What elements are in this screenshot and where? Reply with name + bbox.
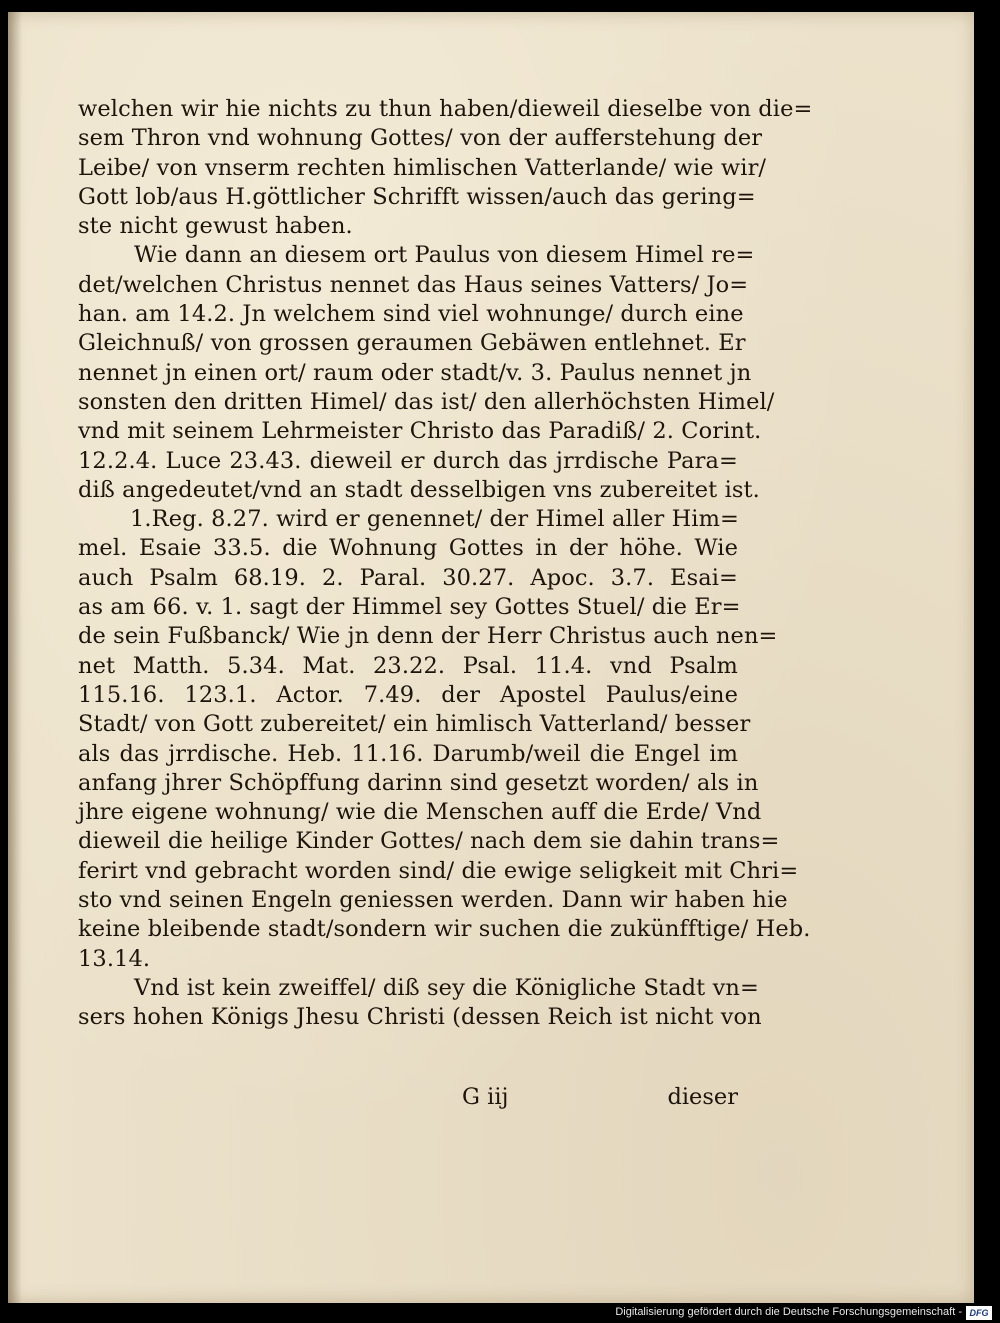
paragraph-start-line: Vnd ist kein zweiffel/ diß sey die Königliche Stadt vn= xyxy=(134,974,759,1001)
text-line: auch Psalm 68.19. 2. Paral. 30.27. Apoc. 3.7. Esai= xyxy=(78,564,738,591)
book-page xyxy=(8,12,974,1303)
text-line: jhre eigene wohnung/ wie die Menschen auff die Erde/ Vnd xyxy=(78,799,762,826)
text-line: han. am 14.2. Jn welchem sind viel wohnunge/ durch eine xyxy=(78,301,744,328)
catchword: dieser xyxy=(667,1084,738,1110)
text-line: ste nicht gewust haben. xyxy=(78,213,353,240)
text-line: sonsten den dritten Himel/ das ist/ den allerhöchsten Himel/ xyxy=(78,388,775,415)
text-line: welchen wir hie nichts zu thun haben/dieweil dieselbe von die= xyxy=(78,96,813,122)
page-footer-row xyxy=(78,1084,738,1114)
paragraph-start-line: 1.Reg. 8.27. wird er genennet/ der Himel aller Him= xyxy=(130,506,739,533)
text-line: anfang jhrer Schöpffung darinn sind gesetzt worden/ als in xyxy=(78,769,759,796)
body-text xyxy=(78,95,813,1033)
text-line: keine bleibende stadt/sondern wir suchen die zukünfftige/ Heb. xyxy=(78,916,811,943)
text-line: Gleichnuß/ von grossen geraumen Gebäwen entlehnet. Er xyxy=(78,330,746,357)
text-line: 115.16. 123.1. Actor. 7.49. der Apostel Paulus/eine xyxy=(78,681,738,708)
text-line: nennet jn einen ort/ raum oder stadt/v. 3. Paulus nennet jn xyxy=(78,359,752,386)
dfg-logo: DFG xyxy=(966,1306,992,1320)
text-line: net Matth. 5.34. Mat. 23.22. Psal. 11.4. vnd Psalm xyxy=(78,652,738,679)
funding-credit: Digitalisierung gefördert durch die Deutsche Forschungsgemeinschaft - xyxy=(615,1306,962,1318)
text-line: ferirt vnd gebracht worden sind/ die ewige seligkeit mit Chri= xyxy=(78,857,799,884)
text-line: as am 66. v. 1. sagt der Himmel sey Gottes Stuel/ die Er= xyxy=(78,594,741,621)
text-line: Stadt/ von Gott zubereitet/ ein himlisch Vatterland/ besser xyxy=(78,711,751,738)
spine-shadow xyxy=(8,12,22,1303)
text-line: 13.14. xyxy=(78,945,151,972)
paragraph-start-line: Wie dann an diesem ort Paulus von diesem Himel re= xyxy=(134,242,755,269)
text-line: als das jrrdische. Heb. 11.16. Darumb/weil die Engel im xyxy=(78,740,738,767)
text-line: det/welchen Christus nennet das Haus seines Vatters/ Jo= xyxy=(78,271,749,298)
text-line: de sein Fußbanck/ Wie jn denn der Herr Christus auch nen= xyxy=(78,623,778,650)
signature-mark: G iij xyxy=(462,1084,509,1110)
text-line: sem Thron vnd wohnung Gottes/ von der aufferstehung der xyxy=(78,125,763,152)
text-line: dieweil die heilige Kinder Gottes/ nach dem sie dahin trans= xyxy=(78,828,780,855)
text-line: Gott lob/aus H.göttlicher Schrifft wissen/auch das gering= xyxy=(78,183,756,210)
text-line: diß angedeutet/vnd an stadt desselbigen vns zubereitet ist. xyxy=(78,476,760,503)
text-line: Leibe/ von vnserm rechten himlischen Vatterlande/ wie wir/ xyxy=(78,154,767,181)
text-line: mel. Esaie 33.5. die Wohnung Gottes in der höhe. Wie xyxy=(78,535,738,562)
text-line: 12.2.4. Luce 23.43. dieweil er durch das jrrdische Para= xyxy=(78,447,738,474)
text-line: sers hohen Königs Jhesu Christi (dessen Reich ist nicht von xyxy=(78,1004,762,1031)
text-line: sto vnd seinen Engeln geniessen werden. Dann wir haben hie xyxy=(78,887,788,914)
text-line: vnd mit seinem Lehrmeister Christo das Paradiß/ 2. Corint. xyxy=(78,418,762,445)
credit-bar xyxy=(0,1303,1000,1323)
